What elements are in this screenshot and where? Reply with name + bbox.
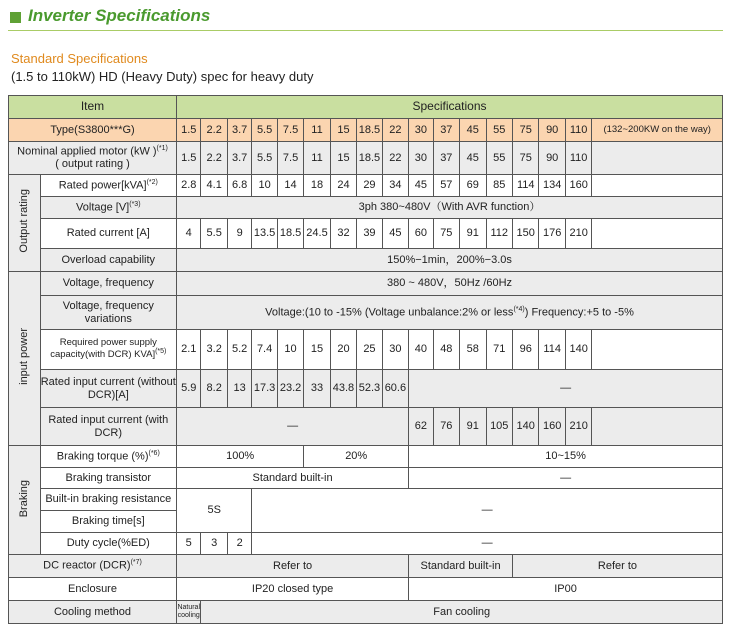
input-current-cell: 160 [539,408,565,446]
power-cell: 10 [252,175,277,197]
variation-value: Voltage:(10 to -15% (Voltage unbalance:2% or less$^{(*4)}$) Frequency:+5 to -5% [177,296,723,330]
cooling-b: Fan cooling [201,601,723,624]
input-group: input power [9,272,41,446]
model-cell: 110 [565,119,591,142]
col-item: Item [9,96,177,119]
vf-row [9,272,723,296]
input-current-cell: 76 [433,408,459,446]
overload-label: Overload capability [40,249,176,272]
duty-rest: — [252,533,723,555]
spec-table [8,95,723,624]
duty-cell: 5 [177,533,201,555]
input-current-cell: 62 [409,408,433,446]
model-cell: 3.7 [227,119,251,142]
vf-label: Voltage, frequency [40,272,176,296]
cooling-label: Cooling method [9,601,177,624]
model-cell: 75 [512,119,538,142]
input-current-cell: 140 [512,408,538,446]
input-current-cell: 8.2 [201,370,227,408]
motor-cell: 5.5 [252,142,277,175]
power-cell: 6.8 [227,175,251,197]
input-current-cell: 91 [460,408,486,446]
dc-b: Standard built-in [409,555,513,578]
section-header [8,4,723,31]
power-cell: 45 [409,175,433,197]
motor-cell: 2.2 [201,142,227,175]
voltage-label: Voltage $[V]^{(*3)}$ [40,197,176,219]
input-current-wo-row [9,370,723,408]
header-row [9,96,723,119]
model-cell: 15 [330,119,356,142]
input-current-cell: 52.3 [357,370,382,408]
power-cell: 134 [539,175,565,197]
model-cell: 22 [382,119,408,142]
capacity-cell: 40 [409,330,433,370]
empty-cell [592,142,723,175]
capacity-cell: 3.2 [201,330,227,370]
capacity-cell: 96 [512,330,538,370]
transistor-a: Standard built-in [177,468,409,489]
input-current-w-first: — [177,408,409,446]
duty-cell: 2 [227,533,251,555]
motor-cell: 22 [382,142,408,175]
torque-label: Braking torque (%)$^{(*6)}$ [40,446,176,468]
model-cell: 7.5 [277,119,303,142]
power-cell: 2.8 [177,175,201,197]
power-cell: 57 [433,175,459,197]
current-cell: 45 [382,219,408,249]
col-spec: Specifications [177,96,723,119]
current-cell: 176 [539,219,565,249]
input-current-cell: 43.8 [330,370,356,408]
empty-cell [592,408,723,446]
motor-cell: 37 [433,142,459,175]
model-cell: 18.5 [357,119,382,142]
torque-b: 20% [304,446,409,468]
model-note: (132~200KW on the way) [592,119,723,142]
power-cell: 29 [357,175,382,197]
dc-label: DC reactor (DCR)$^{(*7)}$ [9,555,177,578]
motor-cell: 11 [304,142,330,175]
subtitle: Standard Specifications [11,51,148,66]
motor-cell: 90 [539,142,565,175]
capacity-cell: 5.2 [227,330,251,370]
model-cell: 30 [409,119,433,142]
capacity-cell: 25 [357,330,382,370]
variation-row [9,296,723,330]
current-cell: 5.5 [201,219,227,249]
capacity-cell: 15 [304,330,330,370]
empty-cell [592,330,723,370]
capacity-cell: 2.1 [177,330,201,370]
motor-cell: 3.7 [227,142,251,175]
capacity-cell: 71 [486,330,512,370]
capacity-cell: 7.4 [252,330,277,370]
power-cell: 18 [304,175,330,197]
current-cell: 32 [330,219,356,249]
capacity-cell: 114 [539,330,565,370]
current-cell: 9 [227,219,251,249]
transistor-row [9,468,723,489]
enclosure-b: IP00 [409,578,723,601]
model-cell: 5.5 [252,119,277,142]
power-label: Rated power[kVA]$^{(*2)}$ [40,175,176,197]
motor-cell: 75 [512,142,538,175]
empty-cell [592,175,723,197]
type-row [9,119,723,142]
input-current-cell: 13 [227,370,251,408]
current-cell: 91 [460,219,486,249]
power-cell: 160 [565,175,591,197]
description: (1.5 to 110kW) HD (Heavy Duty) spec for heavy duty [11,69,314,84]
current-cell: 13.5 [252,219,277,249]
input-current-cell: 60.6 [382,370,408,408]
motor-cell: 1.5 [177,142,201,175]
model-cell: 1.5 [177,119,201,142]
resistance-row [9,489,723,511]
dc-c: Refer to [512,555,722,578]
enclosure-label: Enclosure [9,578,177,601]
input-current-wo-label: Rated input current (without DCR)[A] [40,370,176,408]
header-square-icon [10,12,21,23]
input-current-cell: 33 [304,370,330,408]
time-label: Braking time[s] [40,511,176,533]
power-cell: 85 [486,175,512,197]
current-cell: 4 [177,219,201,249]
motor-cell: 7.5 [277,142,303,175]
current-cell: 112 [486,219,512,249]
output-group: Output rating [9,175,41,272]
motor-label: Nominal applied motor (kW )$^{(*1)}$ ( output rating ) [9,142,177,175]
motor-cell: 30 [409,142,433,175]
model-cell: 11 [304,119,330,142]
capacity-cell: 140 [565,330,591,370]
current-cell: 150 [512,219,538,249]
capacity-row [9,330,723,370]
motor-cell: 15 [330,142,356,175]
model-cell: 55 [486,119,512,142]
model-cell: 37 [433,119,459,142]
capacity-cell: 10 [277,330,303,370]
voltage-value: 3ph 380~480V（With AVR function） [177,197,723,219]
capacity-cell: 30 [382,330,408,370]
vf-value: 380 ~ 480V，50Hz /60Hz [177,272,723,296]
power-cell: 34 [382,175,408,197]
input-current-cell: 23.2 [277,370,303,408]
capacity-cell: 20 [330,330,356,370]
model-cell: 2.2 [201,119,227,142]
input-current-cell: 17.3 [252,370,277,408]
transistor-label: Braking transistor [40,468,176,489]
motor-cell: 18.5 [357,142,382,175]
input-current-wo-rest: — [409,370,723,408]
dc-row [9,555,723,578]
torque-row [9,446,723,468]
input-current-cell: 5.9 [177,370,201,408]
motor-row [9,142,723,175]
resistance-label: Built-in braking resistance [40,489,176,511]
cooling-row [9,601,723,624]
motor-cell: 45 [460,142,486,175]
current-cell: 210 [565,219,591,249]
current-cell: 39 [357,219,382,249]
input-current-w-row [9,408,723,446]
motor-cell: 55 [486,142,512,175]
braking-time-value: 5S [177,489,252,533]
variation-label: Voltage, frequency variations [40,296,176,330]
current-cell: 18.5 [277,219,303,249]
power-cell: 24 [330,175,356,197]
capacity-cell: 58 [460,330,486,370]
torque-a: 100% [177,446,304,468]
dc-a: Refer to [177,555,409,578]
power-row [9,175,723,197]
duty-label: Duty cycle(%ED) [40,533,176,555]
empty-cell [592,219,723,249]
braking-group: Braking [9,446,41,555]
duty-row [9,533,723,555]
current-row [9,219,723,249]
enclosure-row [9,578,723,601]
duty-cell: 3 [201,533,227,555]
power-cell: 69 [460,175,486,197]
voltage-row [9,197,723,219]
transistor-b: — [409,468,723,489]
input-current-cell: 210 [565,408,591,446]
motor-cell: 110 [565,142,591,175]
input-current-cell: 105 [486,408,512,446]
overload-value: 150%−1min，200%−3.0s [177,249,723,272]
model-cell: 90 [539,119,565,142]
capacity-label: Required power supply capacity(with DCR) KVA]$^{(*5)}$ [40,330,176,370]
page-title: Inverter Specifications [28,6,211,25]
torque-c: 10~15% [409,446,723,468]
current-cell: 60 [409,219,433,249]
overload-row [9,249,723,272]
model-cell: 45 [460,119,486,142]
power-cell: 4.1 [201,175,227,197]
power-cell: 114 [512,175,538,197]
current-label: Rated current [A] [40,219,176,249]
input-current-w-label: Rated input current (with DCR) [40,408,176,446]
cooling-a: Natural cooling [177,601,201,624]
power-cell: 14 [277,175,303,197]
braking-rest: — [252,489,723,533]
current-cell: 75 [433,219,459,249]
capacity-cell: 48 [433,330,459,370]
type-label: Type(S3800***G) [9,119,177,142]
enclosure-a: IP20 closed type [177,578,409,601]
current-cell: 24.5 [304,219,330,249]
